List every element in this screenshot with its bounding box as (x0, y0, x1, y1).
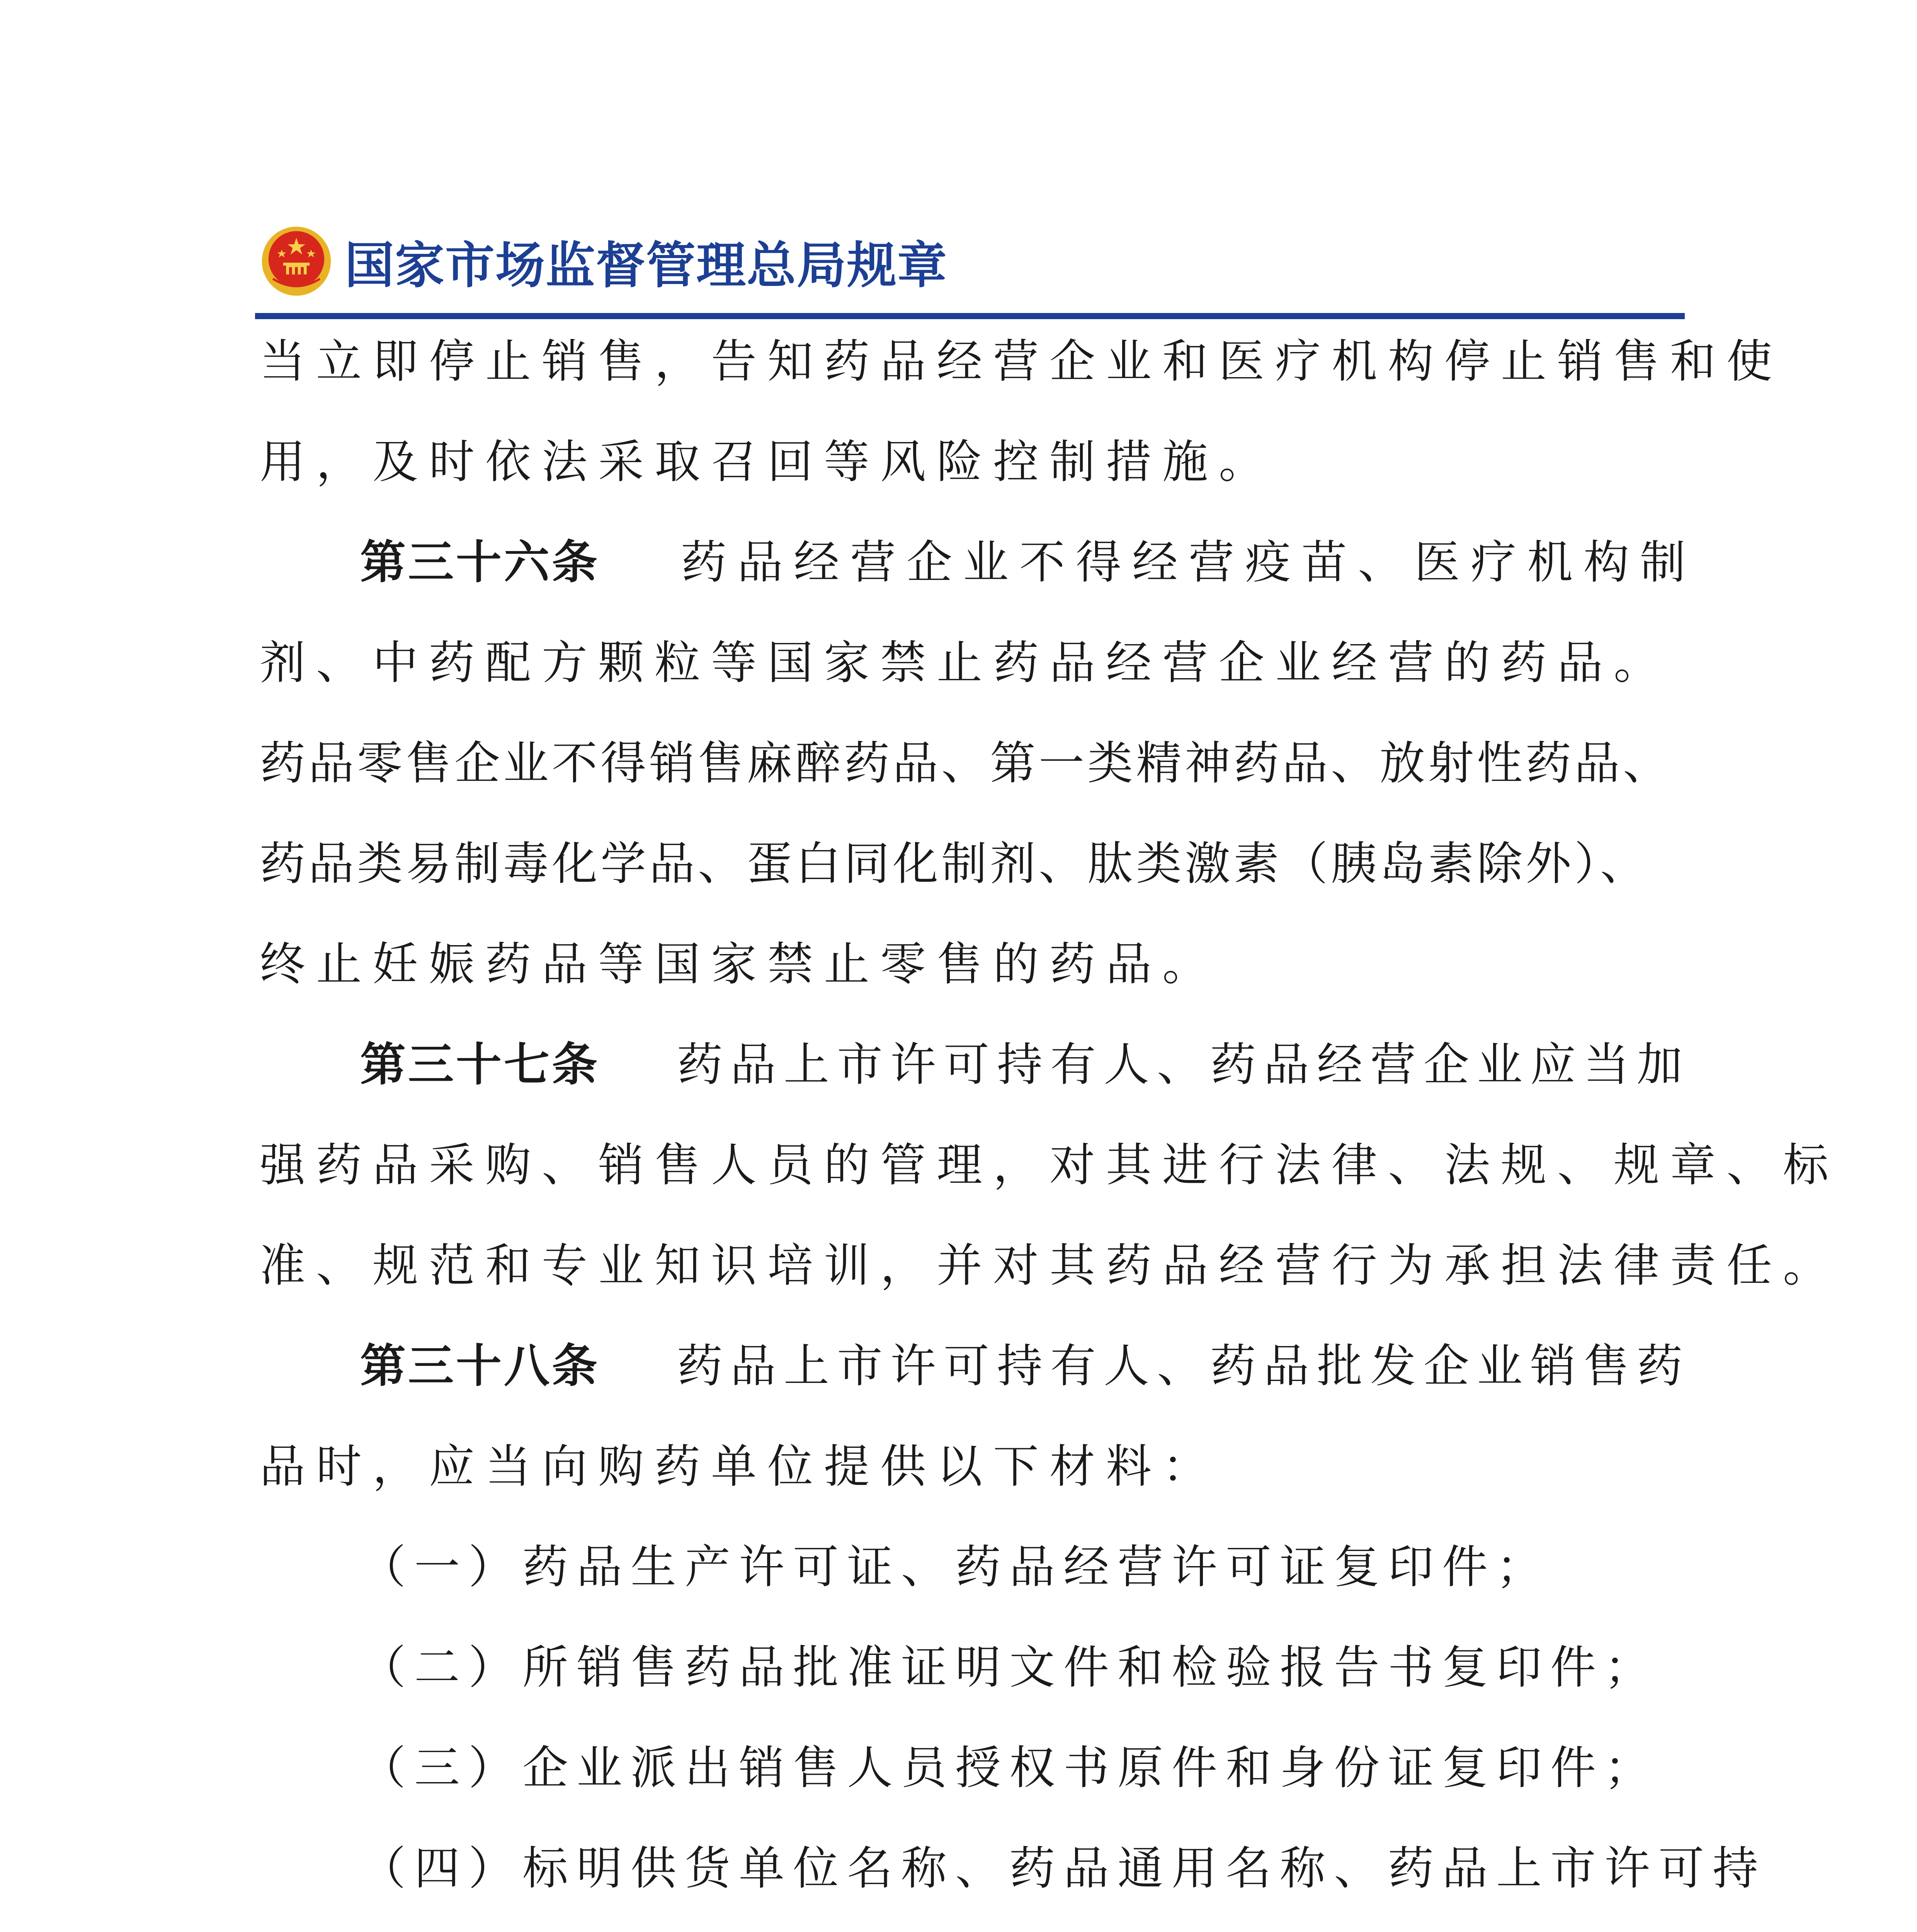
article-37-line (360, 1036, 1690, 1094)
article-36-line (360, 533, 1696, 591)
text-line: 用，及时依法采取召回等风险控制措施。 (260, 435, 1276, 488)
text-segment: 药品上市许可持有人、药品批发企业销售药 (677, 1339, 1691, 1393)
text-line: 剂、中药配方颗粒等国家禁止药品经营企业经营的药品。 (260, 636, 1670, 689)
article-38-line (360, 1337, 1690, 1395)
header-divider (255, 313, 1685, 319)
text-line: 准、规范和专业知识培训，并对其药品经营行为承担法律责任。 (260, 1239, 1840, 1292)
text-line: 当立即停止销售，告知药品经营企业和医疗机构停止销售和使 (260, 335, 1783, 388)
text-segment: 药品上市许可持有人、药品经营企业应当加 (677, 1038, 1691, 1091)
article-number: 第三十七条 (360, 1038, 600, 1091)
text-line: 强药品采购、销售人员的管理，对其进行法律、法规、规章、标 (260, 1138, 1840, 1192)
article-number: 第三十六条 (360, 536, 600, 589)
national-emblem-icon (260, 224, 333, 298)
header-title: 国家市场监督管理总局规章 (345, 237, 948, 294)
page-header (260, 215, 947, 308)
text-line: 品时，应当向购药单位提供以下材料： (260, 1440, 1219, 1493)
article-number: 第三十八条 (360, 1339, 600, 1393)
list-item: （三）企业派出销售人员授权书原件和身份证复印件； (360, 1741, 1659, 1794)
text-line: 药品零售企业不得销售麻醉药品、第一类精神药品、放射性药品、 (260, 736, 1672, 790)
list-item: （一）药品生产许可证、药品经营许可证复印件； (360, 1540, 1551, 1594)
text-line: 药品类易制毒化学品、蛋白同化制剂、肽类激素（胰岛素除外）、 (260, 837, 1649, 890)
text-line: 终止妊娠药品等国家禁止零售的药品。 (260, 937, 1219, 991)
text-segment: 药品经营企业不得经营疫苗、医疗机构制 (681, 536, 1697, 589)
list-item: （四）标明供货单位名称、药品通用名称、药品上市许可持 (360, 1842, 1767, 1895)
list-item: （二）所销售药品批准证明文件和检验报告书复印件； (360, 1641, 1659, 1694)
